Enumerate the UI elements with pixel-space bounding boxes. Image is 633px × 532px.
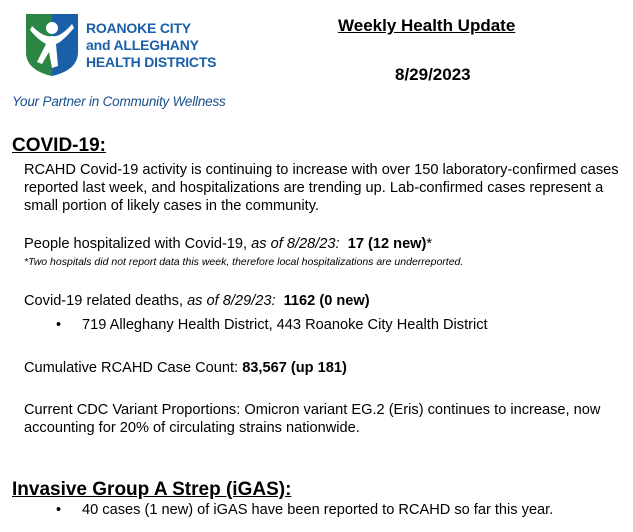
hospitalized-label: People hospitalized with Covid-19, [24, 236, 252, 252]
organization-name [86, 20, 216, 71]
org-line-3: HEALTH DISTRICTS [86, 54, 217, 70]
deaths-line [24, 292, 629, 310]
variant-paragraph: Current CDC Variant Proportions: Omicron variant EG.2 (Eris) continues to increase, now accounting for 20% of circulating strains nationwide. [24, 402, 601, 436]
bullet-icon: • [56, 502, 62, 518]
cumulative-label: Cumulative RCAHD Case Count: [24, 360, 243, 376]
cumulative-line [24, 359, 629, 377]
igas-case-count: 40 cases (1 new) of iGAS have been reported to RCAHD so far this year. [82, 502, 554, 518]
igas-heading: Invasive Group A Strep (iGAS): [12, 479, 292, 500]
org-line-1: ROANOKE CITY [86, 20, 191, 36]
covid-heading: COVID-19: [12, 135, 106, 156]
logo [12, 12, 235, 112]
hospitalized-as-of: as of 8/28/23: [251, 236, 340, 252]
deaths-value: 1162 (0 new) [283, 293, 370, 309]
health-district-logo-icon [22, 12, 82, 78]
tagline: Your Partner in Community Wellness [12, 94, 226, 109]
bullet-icon: • [56, 317, 62, 333]
deaths-breakdown: 719 Alleghany Health District, 443 Roanoke City Health District [82, 317, 488, 333]
report-date: 8/29/2023 [395, 65, 471, 84]
deaths-as-of: as of 8/29/23: [187, 293, 276, 309]
page-title: Weekly Health Update [338, 16, 516, 35]
hospitalized-asterisk: * [426, 236, 433, 252]
hospitalized-line [24, 235, 629, 253]
covid-intro: RCAHD Covid-19 activity is continuing to increase with over 150 laboratory-confirmed cases reported last week, and hospitalizations are trending up. Lab-confirmed cases represent a small portion of likely cases in the community. [24, 162, 619, 214]
hospitalized-note: *Two hospitals did not report data this week, therefore local hospitalizations are underreported. [24, 256, 464, 268]
hospitalized-value: 17 (12 new) [347, 236, 427, 252]
org-line-2: and ALLEGHANY [86, 37, 199, 53]
cumulative-value: 83,567 (up 181) [242, 360, 347, 376]
deaths-label: Covid-19 related deaths, [24, 293, 188, 309]
